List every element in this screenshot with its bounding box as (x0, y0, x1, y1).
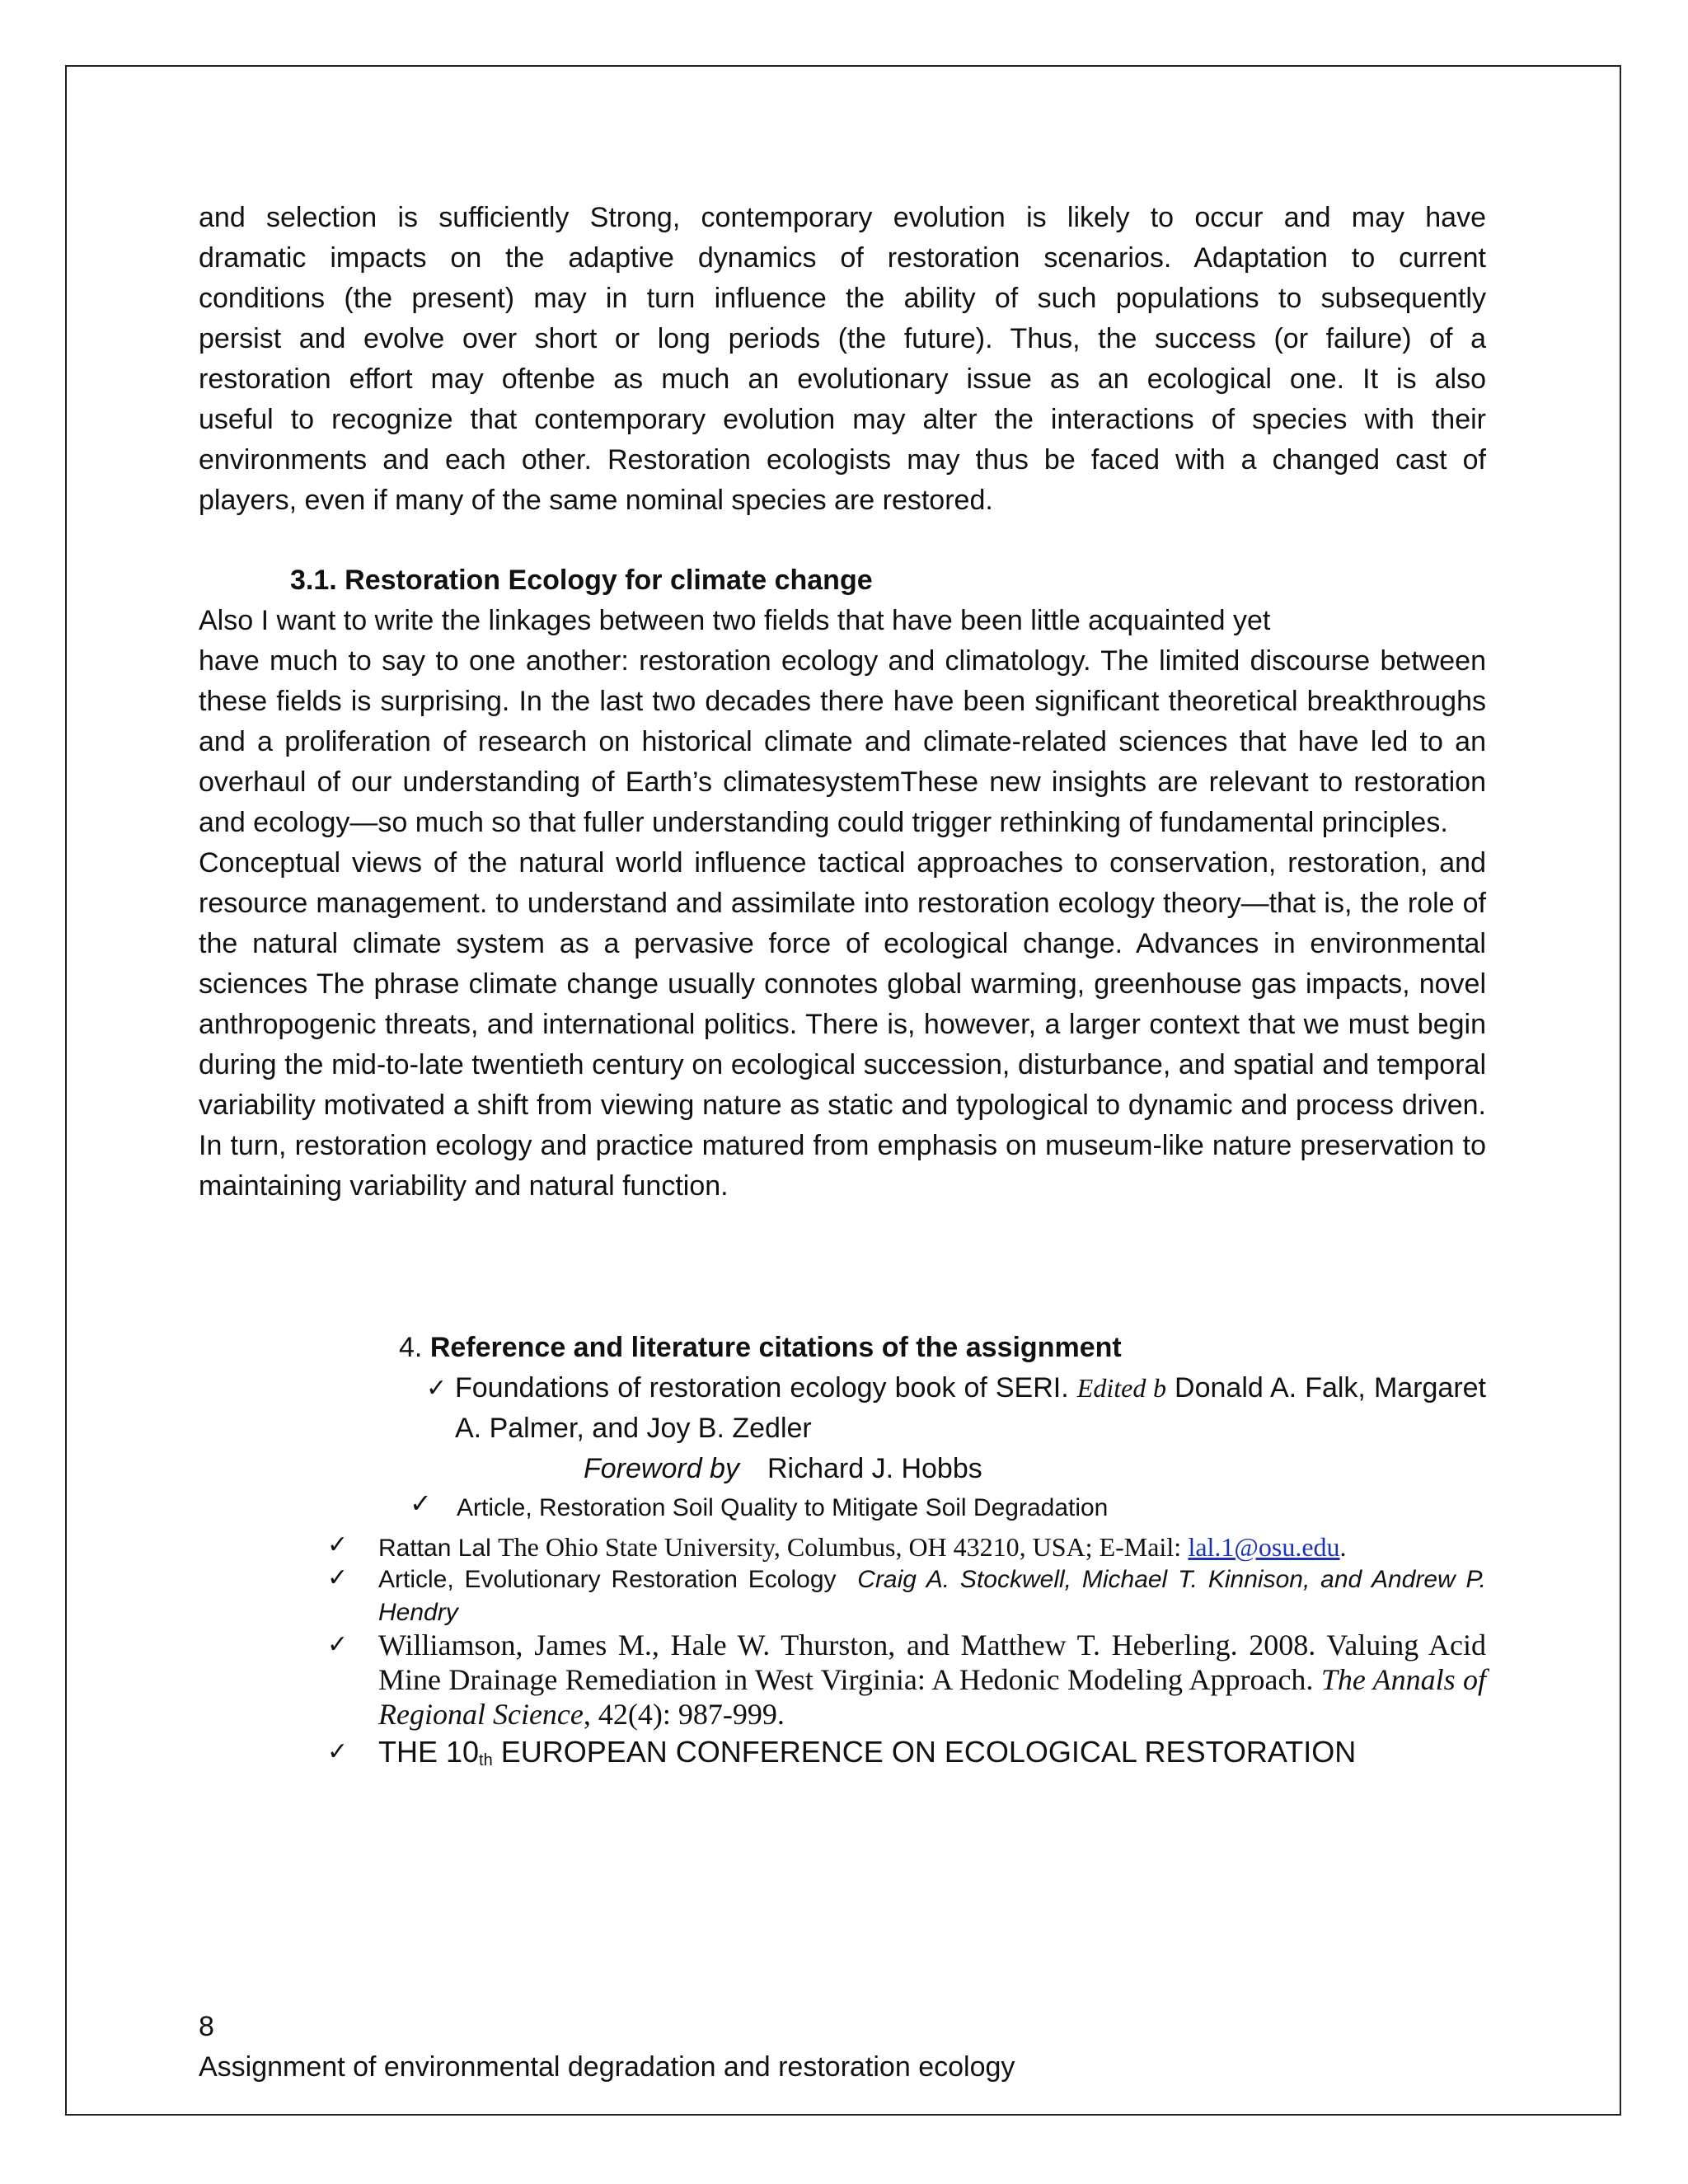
journal-name: The Annals of Regional Science (378, 1663, 1487, 1731)
page-number: 8 (199, 2011, 214, 2042)
citation: Williamson, James M., Hale W. Thurston, and Matthew T. Heberling. 2008. Valuing Acid Mine Drainage Remediation in West Virginia: A Hedonic Modeling Approach. (378, 1629, 1486, 1696)
affiliation: The Ohio State University, Columbus, OH 43210, USA; E-Mail: (498, 1532, 1182, 1562)
conference-name: EUROPEAN CONFERENCE ON ECOLOGICAL RESTORATION (500, 1735, 1357, 1769)
punctuation: . (1339, 1532, 1347, 1562)
reference-text (378, 1563, 1486, 1629)
text-line: and selection is sufficiently Strong, contemporary evolution is likely to occur and may have (199, 202, 1486, 233)
section-body (199, 601, 1486, 1207)
ordinal-suffix: th (479, 1751, 493, 1769)
foreword-label: Foreword by (584, 1453, 739, 1484)
text-line: dramatic impacts on the adaptive dynamics of restoration scenarios. Adaptation to current (199, 242, 1486, 274)
conference-prefix: THE 10 (378, 1735, 480, 1769)
checkmark-icon: ✓ (327, 1530, 349, 1559)
checkmark-icon: ✓ (426, 1374, 448, 1403)
references-heading (399, 1328, 1122, 1368)
reference-text (378, 1628, 1486, 1732)
text-line: restoration effort may oftenbe as much an evolutionary issue as an ecological one. It is also (199, 363, 1486, 395)
checkmark-icon: ✓ (327, 1630, 349, 1659)
text-line: persist and evolve over short or long periods (the future). Thus, the success (or failure) of a (199, 323, 1486, 354)
text-line: players, even if many of the same nominal species are restored. (199, 485, 993, 516)
edited-by: Edited b (1076, 1373, 1166, 1403)
editors: Donald A. Falk, Margaret A. Palmer, and Joy B. Zedler (455, 1372, 1487, 1444)
intro-paragraph (199, 198, 1486, 521)
footer-title: Assignment of environmental degradation and restoration ecology (199, 2051, 1015, 2083)
checkmark-icon: ✓ (410, 1488, 432, 1519)
email-link[interactable]: lal.1@osu.edu (1188, 1532, 1340, 1562)
section-heading: 3.1. Restoration Ecology for climate change (290, 565, 873, 596)
checkmark-icon: ✓ (327, 1737, 349, 1766)
foreword-name: Richard J. Hobbs (767, 1453, 982, 1484)
paragraph: Conceptual views of the natural world influence tactical approaches to conservation, restoration, and resource management. to understand and assimilate into restoration ecology theory—that is, the role of the natural climate system as a pervasive force of ecological change. Advances in environmental sciences The phrase climate change usually connotes global warming, greenhouse gas impacts, novel anthropogenic threats, and international politics. There is, however, a larger context that we must begin during the mid-to-late twentieth century on ecological succession, disturbance, and spatial and temporal variability motivated a shift from viewing nature as static and typological to dynamic and process driven. In turn, restoration ecology and practice matured from emphasis on museum-like nature preservation to maintaining variability and natural function. (199, 847, 1486, 1202)
text-line: useful to recognize that contemporary evolution may alter the interactions of species with their (199, 404, 1486, 435)
authors: Craig A. Stockwell, Michael T. Kinnison, and Andrew P. Hendry (378, 1566, 1487, 1626)
references-number: 4. (399, 1332, 423, 1363)
foreword-line (584, 1449, 982, 1489)
reference-title: Foundations of restoration ecology book of SERI. (455, 1372, 1069, 1404)
checkmark-icon: ✓ (327, 1563, 349, 1592)
citation-pages: , 42(4): 987-999. (583, 1698, 785, 1731)
text-line: environments and each other. Restoration ecologists may thus be faced with a changed cast of (199, 444, 1486, 476)
reference-text: Article, Restoration Soil Quality to Mitigate Soil Degradation (457, 1494, 1109, 1521)
reference-text (378, 1530, 1486, 1565)
paragraph: have much to say to one another: restoration ecology and climatology. The limited discourse between these fields is surprising. In the last two decades there have been significant theoretical breakthroughs and a proliferation of research on historical climate and climate-related sciences that have led to an overhaul of our understanding of Earth’s climatesystemThese new insights are relevant to restoration and ecology—so much so that fuller understanding could trigger rethinking of fundamental principles. (199, 645, 1486, 838)
text-line: Also I want to write the linkages between two fields that have been little acquainted yet (199, 605, 1271, 636)
reference-text (455, 1368, 1486, 1449)
text-line: conditions (the present) may in turn influence the ability of such populations to subsequently (199, 283, 1486, 314)
author-name: Rattan Lal (378, 1535, 491, 1562)
references-title: Reference and literature citations of the assignment (429, 1332, 1122, 1363)
reference-text (378, 1735, 1356, 1778)
reference-title: Article, Evolutionary Restoration Ecology (378, 1566, 837, 1593)
